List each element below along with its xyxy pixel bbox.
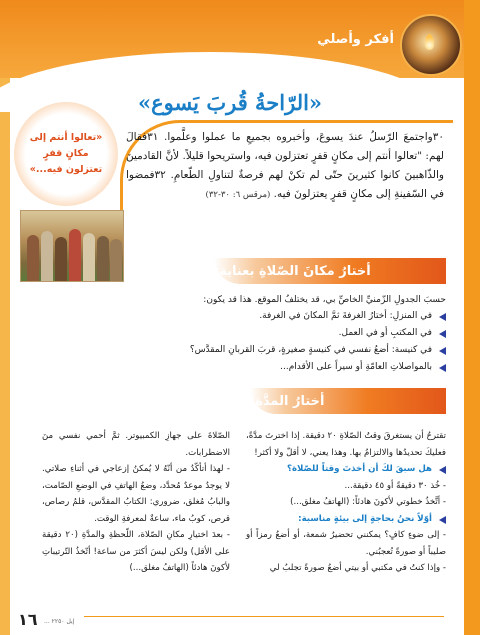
paragraph: الصّلاةَ على جهازِ الكمبيوتر. ثمَّ أحمي نفسي منَ الاضطرابات. <box>42 431 230 458</box>
duration-column-left <box>42 428 230 577</box>
footer-rule <box>84 616 444 617</box>
list-item: بالمواصلاتِ العامّةِ أو سيراً على الأقدام... <box>76 359 446 376</box>
callout-text: «تعالوا أنتم إلى مكانٍ قفرٍ تعتزلون فيه...» <box>29 132 103 175</box>
jesus-disciples-illustration <box>20 210 124 282</box>
paragraph: - أتَّخذُ خطوتي لأكونَ هادئاً: (الهاتفُ مغلق...) <box>290 497 446 507</box>
book-code: إيل ٢٢٥٠ ... <box>44 618 75 625</box>
paragraph: - لهذا أتأكّدُ من أنّهُ لا يُمكنُ إزعاجي في أثناءِ صلاتي. لا يوجدُ موعدٌ مُحدَّد، وضعُ الهاتفِ في الوضعِ الصّامت، والبابُ مُغلق، ضروري: الكتابُ المقدَّس، قلمُ رصاص، قرص، كوبُ ماء، ساعةٌ لمعرفةِ الوقت. <box>42 464 230 524</box>
paragraph: تقترحُ أن يستغرقَ وقتُ الصّلاةِ ٢٠ دقيقة. إذا اخترتَ مدَّةً، فعليكَ تحديدُها والالتزامُ بها. وهذا يعني، لا أقلّ ولا أكثر! <box>246 431 446 458</box>
page-number: ١٦ <box>18 610 38 629</box>
paragraph: - خُذ ٣٠ دقيقةً أو ٤٥ دقيقة... <box>344 480 446 491</box>
scripture-reference: (مرقس ٦: ٣٠-٣٢) <box>205 190 271 200</box>
list-item: في كنيسة: أضعُ نفسي في كنيسةٍ صغيرةٍ، قربَ القربانِ المقدَّس؟ <box>76 342 446 359</box>
place-list <box>76 308 446 376</box>
duration-column-right <box>246 428 446 577</box>
candle-image <box>400 14 462 76</box>
place-intro: حسبَ الجدولِ الزّمنيِّ الخاصِّ بي، قد يختلفُ الموقع. هذا قد يكون: <box>203 295 446 305</box>
section-heading-place: أختارُ مكانَ الصّلاةِ بعناية: <box>214 258 446 284</box>
section-label: أفكر وأصلي <box>317 32 394 47</box>
paragraph: - وإذا كنتُ في مكتبي أو بيتي أضعُ صورةً تجلبُ لي <box>269 563 446 573</box>
page-title: «الرّاحةُ قُربَ يَسوع» <box>137 90 323 115</box>
flame-icon <box>425 34 434 50</box>
quote-callout <box>14 102 118 206</box>
scripture-block <box>126 128 444 205</box>
question-heading: هل سبقَ لكَ أن أخذتَ وقتاً للصّلاة؟ <box>246 461 446 478</box>
paragraph: - إلى ضوءٍ كافٍ؟ يمكنني تحضيرُ شمعة، أو أضعُ رمزاً أو صليباً أو صورةً تُعجبُني. <box>246 530 446 557</box>
list-item: في المكتبِ أو في العمل. <box>76 325 446 342</box>
section-heading-duration: أختارُ المدَّة: <box>250 388 446 414</box>
scripture-text: ٣٠واجتمعَ الرّسلُ عندَ يسوعَ، وأخبروه بجميعِ ما عملوا وعلَّموا. ٣١فقالَ لهم: "تعالوا أنتم إلى مكانٍ قفرٍ تعتزلون فيه، واستريحوا قليلاً. لأنَّ القادمينَ والذّاهبينَ كانوا كثيرينَ حتّى لم تكنْ لهم فرصةٌ لتناولِ الطّعامِ. ٣٢فمضوا في السّفينةِ إلى مكانٍ قفرٍ يعتزلونَ فيه. <box>126 131 444 200</box>
right-frame <box>464 0 480 635</box>
paragraph: - بعدَ اختيارِ مكانِ الصّلاة، اللّحظةِ والمدَّةِ (٢٠ دقيقة على الأقل) ولكن ليسَ أكثرَ من ساعة! أتّخذُ التّرتيباتِ لأكونَ هادئاً (الهاتفُ مغلق...) <box>42 530 230 573</box>
question-heading: أوّلاً نحنُ بحاجةٍ إلى بيئةٍ مناسبة: <box>246 511 446 528</box>
list-item: في المنزلِ: أختارُ الغرفةَ ثمَّ المكانَ في الغرفة. <box>76 308 446 325</box>
